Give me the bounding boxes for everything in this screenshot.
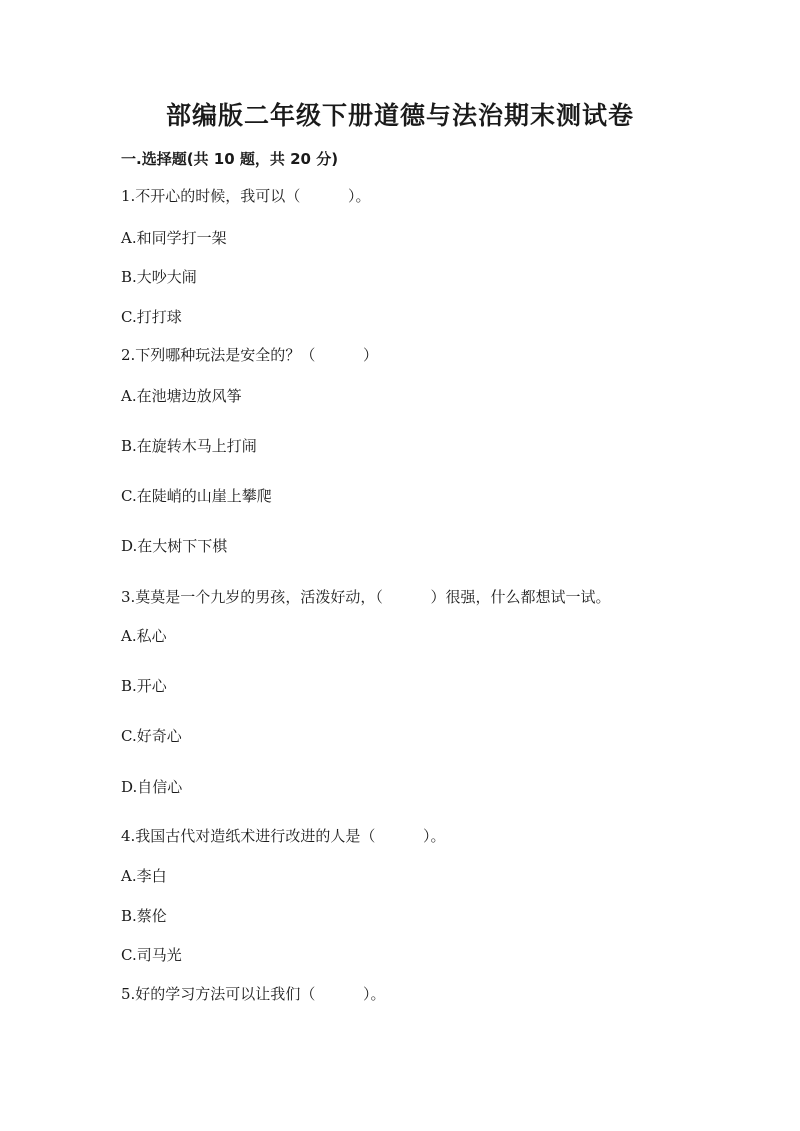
question-1-option-c: C.打打球 [121,308,182,326]
question-3-stem: 3.莫莫是一个九岁的男孩，活泼好动，（ ）很强，什么都想试一试。 [121,588,611,606]
question-4-option-a: A.李白 [121,867,167,885]
question-1-option-a: A.和同学打一架 [121,229,227,247]
question-4-option-c: C.司马光 [121,946,182,964]
question-2-option-b: B.在旋转木马上打闹 [121,437,257,455]
question-3-option-a: A.私心 [121,627,167,645]
question-4-stem: 4.我国古代对造纸术进行改进的人是（ ）。 [121,827,446,845]
question-4-option-b: B.蔡伦 [121,907,167,925]
question-2-option-c: C.在陡峭的山崖上攀爬 [121,487,272,505]
question-2-option-d: D.在大树下下棋 [121,537,228,555]
question-5-stem: 5.好的学习方法可以让我们（ ）。 [121,985,386,1003]
question-1-option-b: B.大吵大闹 [121,268,197,286]
question-2-stem: 2.下列哪种玩法是安全的？（ ） [121,346,378,364]
question-2-option-a: A.在池塘边放风筝 [121,387,242,405]
question-1-stem: 1.不开心的时候，我可以（ ）。 [121,187,371,205]
page-title: 部编版二年级下册道德与法治期末测试卷 [165,101,634,130]
section-heading: 一.选择题(共 10 题，共 20 分) [121,150,339,168]
question-3-option-b: B.开心 [121,677,167,695]
question-3-option-c: C.好奇心 [121,727,182,745]
question-3-option-d: D.自信心 [121,778,183,796]
